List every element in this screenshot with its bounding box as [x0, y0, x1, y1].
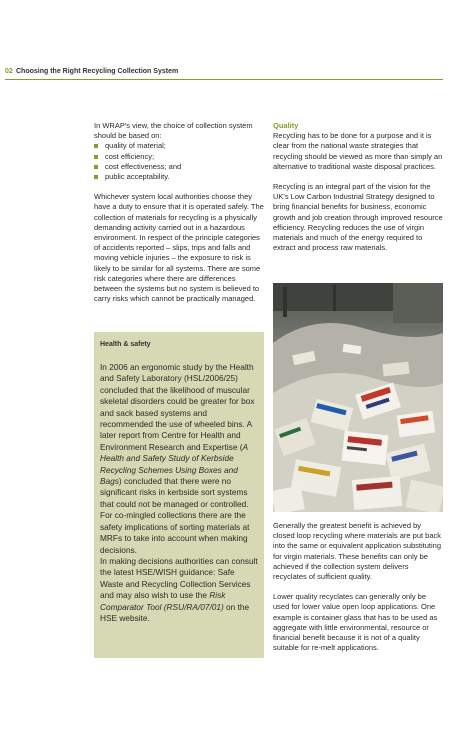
bullet-square-icon [94, 175, 98, 179]
health-safety-box [94, 332, 264, 658]
list-item: quality of material; [94, 141, 264, 151]
header-rule [5, 79, 443, 80]
left-column [94, 121, 264, 304]
bullet-square-icon [94, 144, 98, 148]
quality-paragraph-2: Recycling is an integral part of the vision for the UK's Low Carbon Industrial Strategy designed to bring financial benefits for business, economic growth and job creation through improved resource efficiency. Recycling reduces the use of virgin materials and much of the energy required to extract and process raw materials. [273, 182, 443, 253]
open-loop-paragraph: Lower quality recyclates can generally only be used for lower value open loop applications. One example is container glass that has to be used as aggregate with little environmental, resource or financial benefit because it is not of a quality suitable for re-melt applications. [273, 592, 438, 653]
right-column [273, 121, 443, 253]
quality-heading: Quality [273, 121, 299, 130]
page-number: 02 [5, 68, 13, 75]
health-safety-body [100, 362, 260, 624]
intro-text: In WRAP's view, the choice of collection system should be based on: [94, 121, 253, 141]
safety-paragraph: Whichever system local authorities choose they have a duty to ensure that it is operated safely. The collection of materials for recycling is a physically demanding activity carried out in a hazardous environment. In respect of the principle categories of accidents reported – slips, trips and falls and moving vehicle injuries – the exposure to risk is likely to be similar for all systems. There are some risk categories where there are differences between the systems but no system is believed to carry risks which cannot be practically managed. [94, 192, 264, 304]
paper-pile-image [273, 283, 443, 512]
quality-paragraph-1: Recycling has to be done for a purpose and it is clear from the national waste strategies that recycling should be viewed as more than simply an alternative to traditional waste disposal practices. [273, 131, 443, 171]
right-column-bottom [273, 521, 443, 653]
health-safety-paragraph-1: In 2006 an ergonomic study by the Health and Safety Laboratory (HSL/2006/25) concluded that the likelihood of muscular skeletal disorders could be greater for box and sack based systems and recommended the use of wheeled bins. A later report from Centre for Health and Environment Research and Expertise (A Health and Safety Study of Kerbside Recycling Schemes Using Boxes and Bags) concluded that there were no significant risks in kerbside sort systems that could not be managed or controlled. For co-mingled collections there are the safety implications of sorting materials at MRFs to take into account when making decisions. [100, 362, 255, 555]
health-safety-heading: Health & safety [100, 341, 151, 348]
criteria-list [94, 141, 264, 182]
closed-loop-paragraph: Generally the greatest benefit is achieved by closed loop recycling where materials are put back into the same or equivalent application substituting for virgin materials. These benefits can only be achieved if the collection system delivers recyclates of sufficient quality. [273, 521, 442, 582]
bullet-square-icon [94, 155, 98, 159]
recycling-photo [273, 283, 443, 512]
bullet-square-icon [94, 165, 98, 169]
health-safety-paragraph-2: In making decisions authorities can consult the latest HSE/WISH guidance: Safe Waste and Recycling Collection Services and may also wish to use the Risk Comparator Tool (RSU/RA/07/01) on the HSE website. [100, 555, 258, 623]
list-item: public acceptability. [94, 172, 264, 182]
list-item: cost effectiveness; and [94, 162, 264, 172]
page-header-title: Choosing the Right Recycling Collection System [16, 68, 179, 75]
list-item: cost efficiency; [94, 152, 264, 162]
page-header [0, 66, 454, 80]
